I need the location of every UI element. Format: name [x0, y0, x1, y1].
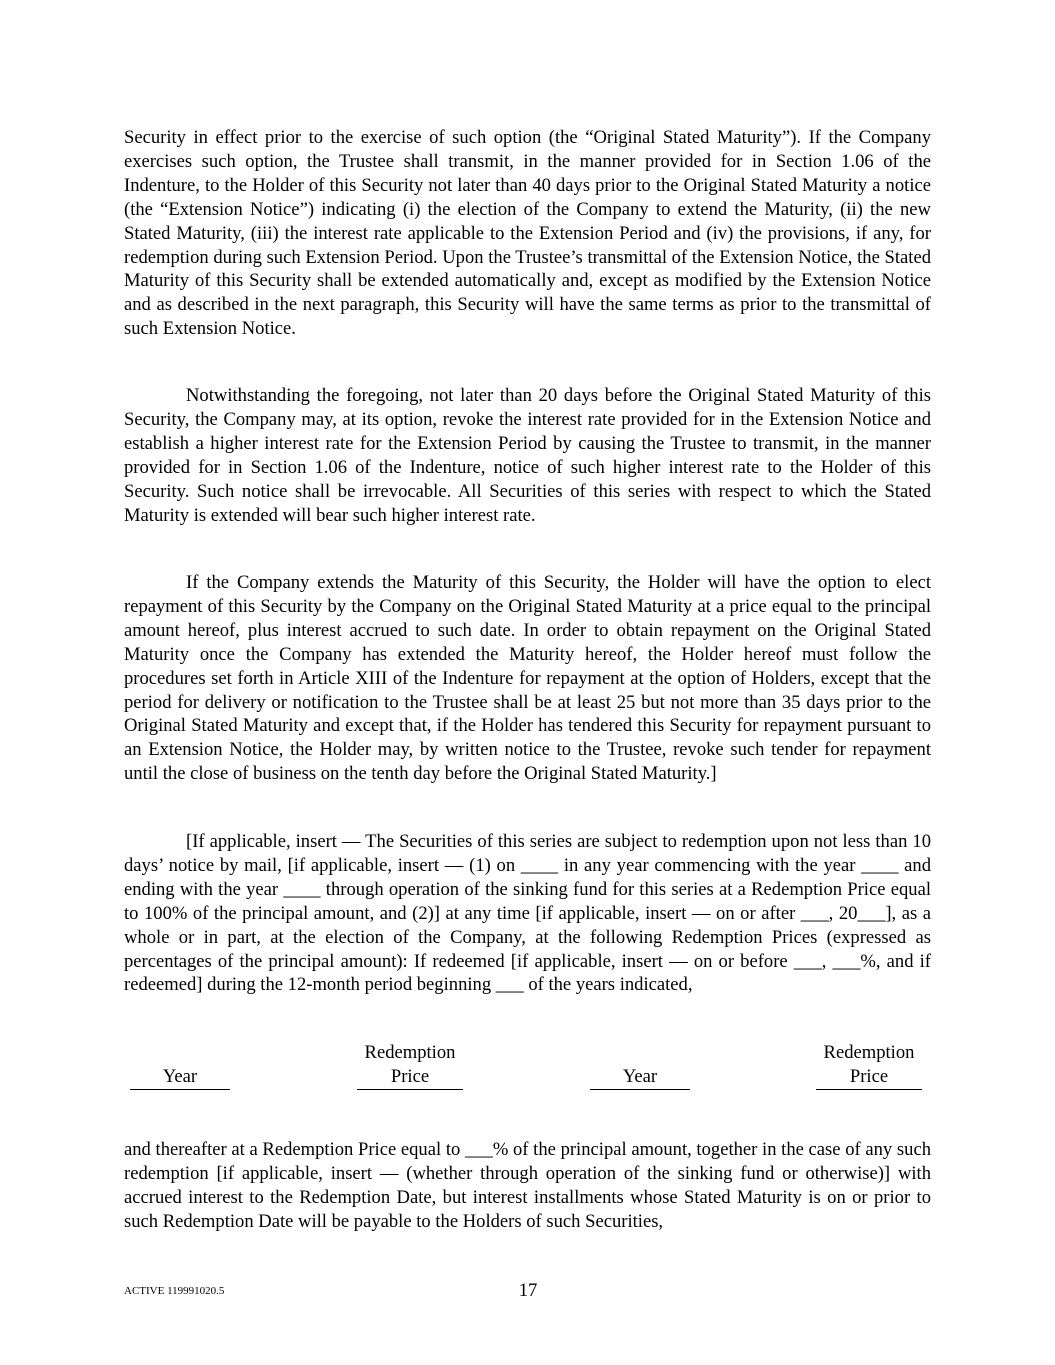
paragraph-thereafter-redemption: and thereafter at a Redemption Price equal to ___% of the principal amount, together in the case of any such redemption [if applicable, insert — (whether through operation of the sinking fund or otherwise)] with accrued interest to the Redemption Date, but interest installments whose Stated Maturity is on or prior to such Redemption Date will be payable to the Holders of such Securities, [124, 1139, 931, 1232]
table-header-redemption-price-2: Redemption Price [816, 1041, 922, 1090]
table-header-year-2: Year [590, 1065, 690, 1090]
table-header-redemption-price-1: Redemption Price [357, 1041, 463, 1090]
redemption-price-table [124, 1040, 931, 1090]
table-header-year-1: Year [130, 1065, 230, 1090]
paragraph-original-stated-maturity: Security in effect prior to the exercise of such option (the “Original Stated Maturity”). If the Company exercises such option, the Trustee shall transmit, in the manner provided for in Section 1.06 of the Indenture, to the Holder of this Security not later than 40 days prior to the Original Stated Maturity a notice (the “Extension Notice”) indicating (i) the election of the Company to extend the Maturity, (ii) the new Stated Maturity, (iii) the interest rate applicable to the Extension Period and (iv) the provisions, if any, for redemption during such Extension Period. Upon the Trustee’s transmittal of the Extension Notice, the Stated Maturity of this Security shall be extended automatically and, except as modified by the Extension Notice and as described in the next paragraph, this Security will have the same terms as prior to the transmittal of such Extension Notice. [124, 127, 931, 340]
page-number: 17 [518, 1280, 538, 1301]
paragraph-revoke-interest-rate: Notwithstanding the foregoing, not later than 20 days before the Original Stated Maturity of this Security, the Company may, at its option, revoke the interest rate provided for in the Extension Notice and establish a higher interest rate for the Extension Period by causing the Trustee to transmit, in the manner provided for in Section 1.06 of the Indenture, notice of such higher interest rate to the Holder of this Security. Such notice shall be irrevocable. All Securities of this series with respect to which the Stated Maturity is extended will bear such higher interest rate. [124, 385, 931, 526]
footer-document-id: ACTIVE 119991020.5 [124, 1285, 225, 1297]
paragraph-redemption-terms: [If applicable, insert — The Securities of this series are subject to redemption upon not less than 10 days’ notice by mail, [if applicable, insert — (1) on ____ in any year commencing with the year ____ and ending with the year ____ through operation of the sinking fund for this series at a Redemption Price equal to 100% of the principal amount, and (2)] at any time [if applicable, insert — on or after ___, 20___], as a whole or in part, at the election of the Company, at the following Redemption Prices (expressed as percentages of the principal amount): If redeemed [if applicable, insert — on or before ___, ___%, and if redeemed] during the 12-month period beginning ___ of the years indicated, [124, 831, 931, 996]
paragraph-repayment-option: If the Company extends the Maturity of this Security, the Holder will have the option to elect repayment of this Security by the Company on the Original Stated Maturity at a price equal to the principal amount hereof, plus interest accrued to such date. In order to obtain repayment on the Original Stated Maturity once the Company has extended the Maturity hereof, the Holder hereof must follow the procedures set forth in Article XIII of the Indenture for repayment at the option of Holders, except that the period for delivery or notification to the Trustee shall be at least 25 but not more than 35 days prior to the Original Stated Maturity and except that, if the Holder has tendered this Security for repayment pursuant to an Extension Notice, the Holder may, by written notice to the Trustee, revoke such tender for repayment until the close of business on the tenth day before the Original Stated Maturity.] [124, 572, 931, 785]
